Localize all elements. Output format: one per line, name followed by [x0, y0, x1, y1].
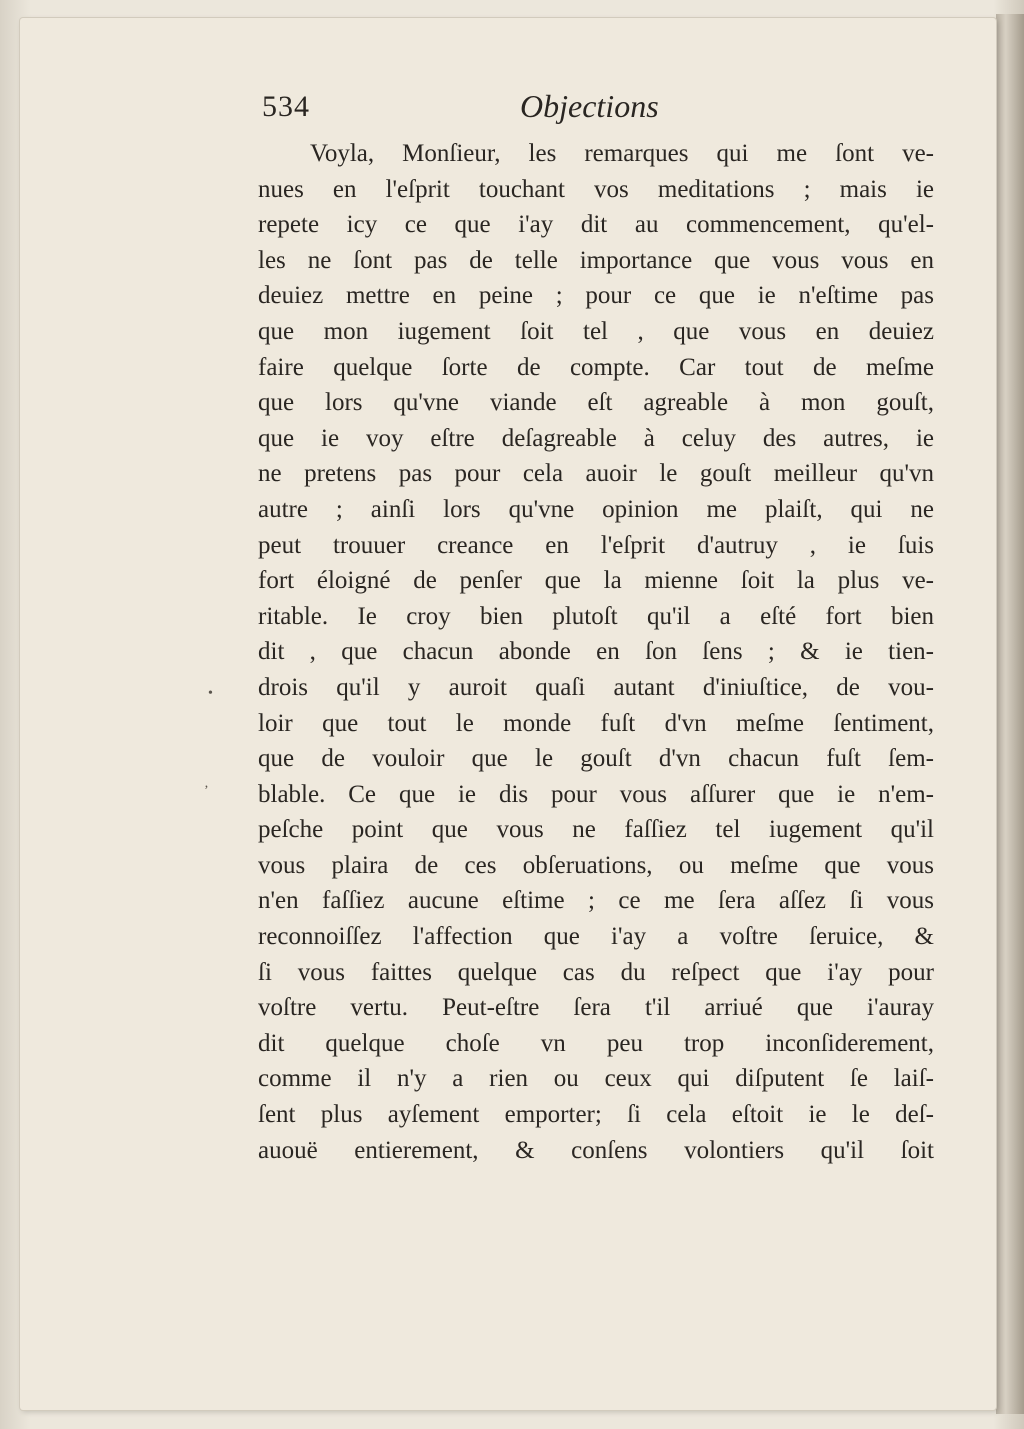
- text-line: dit , que chacun abonde en ſon ſens ; & ie tien-: [258, 638, 934, 666]
- text-line: les ne ſont pas de telle importance que vous vous en: [258, 246, 934, 274]
- text-line: nues en l'eſprit touchant vos meditations ; mais ie: [258, 175, 934, 203]
- text-line: peſche point que vous ne faſſiez tel iugement qu'il: [258, 816, 934, 844]
- margin-mark: •: [208, 686, 213, 701]
- book-page-edge: [996, 14, 1024, 1414]
- text-line: dit quelque choſe vn peu trop inconſiderement,: [258, 1029, 934, 1057]
- text-line: Voyla, Monſieur, les remarques qui me ſont ve-: [310, 140, 934, 167]
- text-line: blable. Ce que ie dis pour vous aſſurer que ie n'em-: [258, 780, 934, 808]
- text-line: que de vouloir que le gouſt d'vn chacun fuſt ſem-: [258, 745, 934, 773]
- text-line: loir que tout le monde fuſt d'vn meſme ſentiment,: [258, 709, 934, 737]
- body-text: [258, 136, 934, 1168]
- text-line: fort éloigné de penſer que la mienne ſoit la plus ve-: [258, 567, 934, 595]
- text-line: ritable. Ie croy bien plutoſt qu'il a eſté fort bien: [258, 602, 934, 630]
- text-line: auouë entierement, & conſens volontiers qu'il ſoit: [258, 1136, 934, 1164]
- text-line: deuiez mettre en peine ; pour ce que ie n'eſtime pas: [258, 282, 934, 310]
- text-line: reconnoiſſez l'affection que i'ay a voſtre ſeruice, &: [258, 923, 934, 951]
- text-line: drois qu'il y auroit quaſi autant d'iniuſtice, de vou-: [258, 673, 934, 701]
- text-line: faire quelque ſorte de compte. Car tout de meſme: [258, 353, 934, 381]
- text-line: n'en faſſiez aucune eſtime ; ce me ſera aſſez ſi vous: [258, 887, 934, 915]
- text-line: que ie voy eſtre deſagreable à celuy des autres, ie: [258, 424, 934, 452]
- running-title: Objections: [520, 88, 659, 124]
- text-line: ſi vous faittes quelque cas du reſpect que i'ay pour: [258, 958, 934, 986]
- text-line: que mon iugement ſoit tel , que vous en deuiez: [258, 317, 934, 345]
- text-line: vous plaira de ces obſeruations, ou meſme que vous: [258, 851, 934, 879]
- text-line: ne pretens pas pour cela auoir le gouſt meilleur qu'vn: [258, 460, 934, 488]
- text-line: comme il n'y a rien ou ceux qui diſputent ſe laiſ-: [258, 1065, 934, 1093]
- margin-mark: ‚: [204, 776, 209, 791]
- text-line: ſent plus ayſement emporter; ſi cela eſtoit ie le deſ-: [258, 1101, 934, 1129]
- text-line: peut trouuer creance en l'eſprit d'autruy , ie ſuis: [258, 531, 934, 559]
- text-line: que lors qu'vne viande eſt agreable à mon gouſt,: [258, 389, 934, 417]
- running-head: [262, 88, 942, 136]
- text-line: voſtre vertu. Peut-eſtre ſera t'il arriué que i'auray: [258, 994, 934, 1022]
- text-line: repete icy ce que i'ay dit au commencement, qu'el-: [258, 211, 934, 239]
- page-number: 534: [262, 90, 310, 123]
- text-line: autre ; ainſi lors qu'vne opinion me plaiſt, qui ne: [258, 495, 934, 523]
